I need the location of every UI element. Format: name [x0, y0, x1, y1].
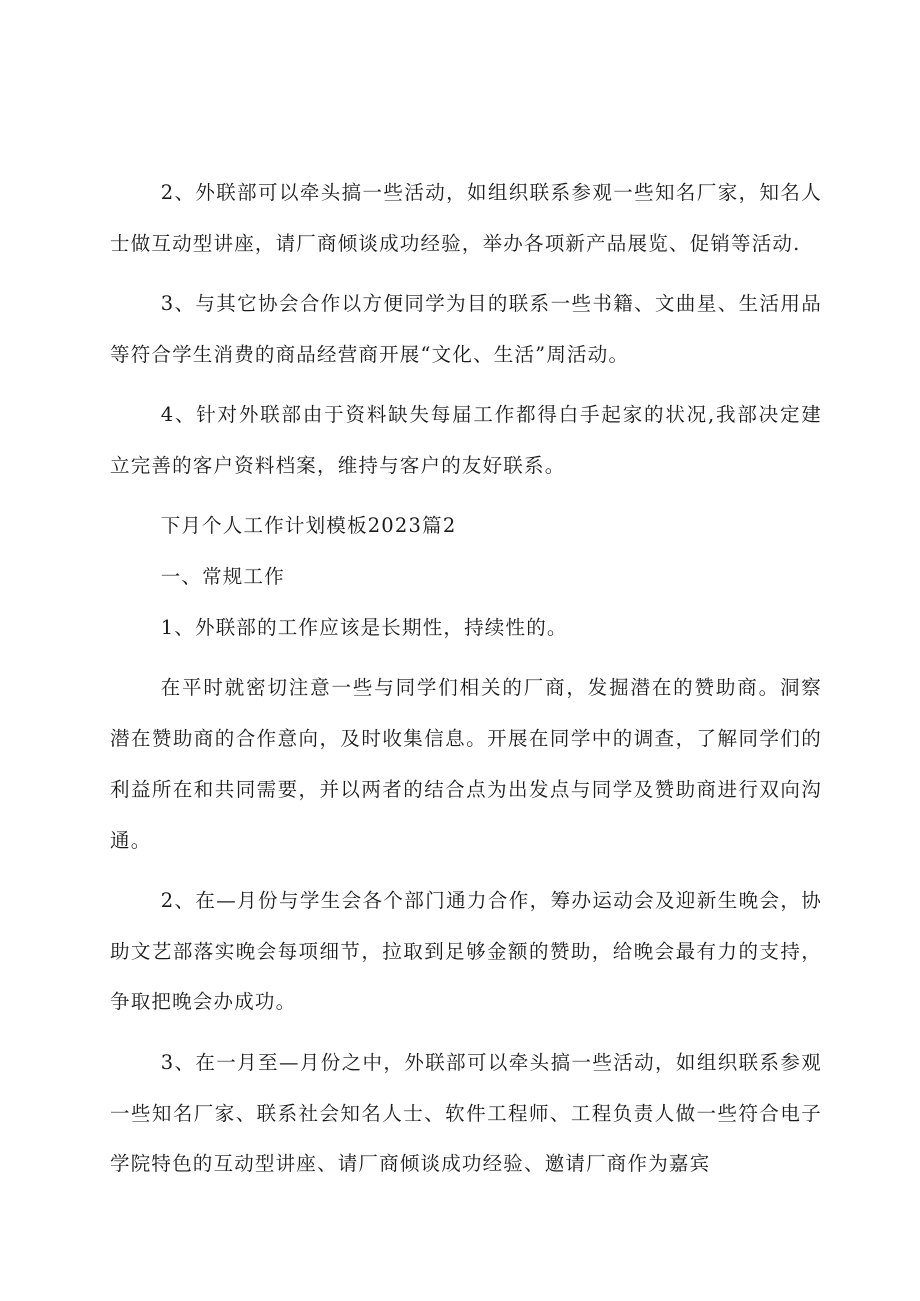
- paragraph-client-archive: 4、针对外联部由于资料缺失每届工作都得白手起家的状况,我部决定建立完善的客户资料档案，维持与客户的友好联系。: [110, 403, 822, 477]
- paragraph-outreach-activities: 2、外联部可以牵头搞一些活动，如组织联系参观一些知名厂家，知名人士做互动型讲座，请厂商倾谈成功经验，举办各项新产品展览、促销等活动.: [110, 181, 822, 255]
- section-title: 下月个人工作计划模板2023篇2: [160, 514, 457, 538]
- paragraph-association-cooperation: 3、与其它协会合作以方便同学为目的联系一些书籍、文曲星、生活用品等符合学生消费的商品经营商开展“文化、生活”周活动。: [110, 292, 822, 366]
- paragraph-long-term-work: 1、外联部的工作应该是长期性，持续性的。: [160, 615, 568, 639]
- subsection-title: 一、常规工作: [160, 565, 285, 589]
- paragraph-lecture-activities: 3、在一月至—月份之中，外联部可以牵头搞一些活动，如组织联系参观一些知名厂家、联系社会知名人士、软件工程师、工程负责人做一些符合电子学院特色的互动型讲座、请厂商倾谈成功经验、邀请厂商作为嘉宾: [110, 1050, 822, 1176]
- paragraph-sponsor-discovery: 在平时就密切注意一些与同学们相关的厂商，发掘潜在的赞助商。洞察潜在赞助商的合作意向，及时收集信息。开展在同学中的调查，了解同学们的利益所在和共同需要，并以两者的结合点为出发点与同学及赞助商进行双向沟通。: [110, 676, 822, 852]
- document-body: [110, 168, 822, 1200]
- paragraph-gala-cooperation: 2、在—月份与学生会各个部门通力合作，筹办运动会及迎新生晚会，协助文艺部落实晚会每项细节，拉取到足够金额的赞助，给晚会最有力的支持，争取把晚会办成功。: [110, 888, 822, 1014]
